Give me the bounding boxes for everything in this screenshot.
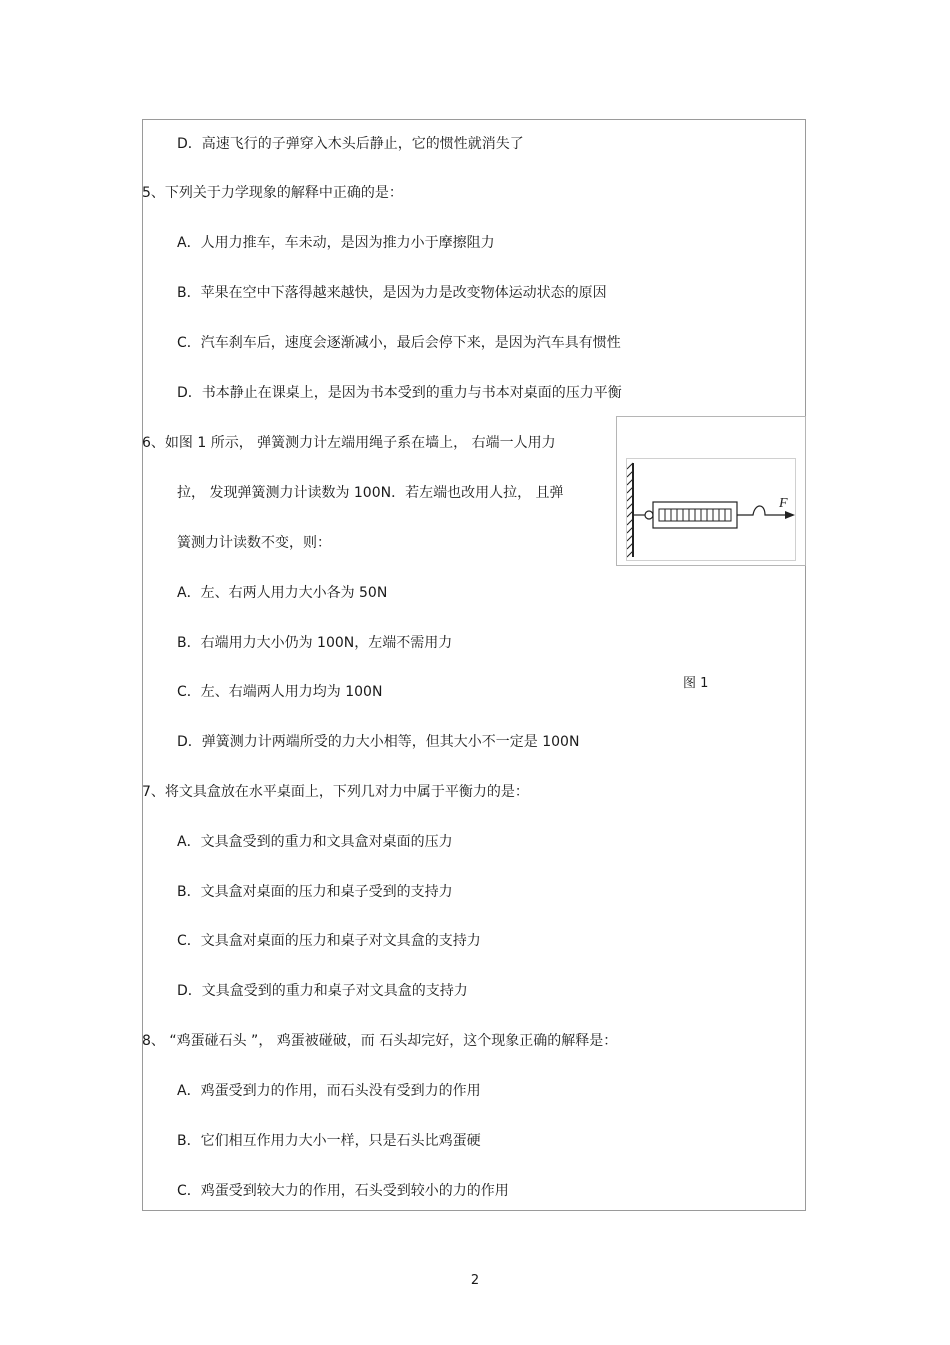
q6-stem-line1: 6、如图 1 所示， 弹簧测力计左端用绳子系在墙上， 右端一人用力 — [142, 435, 556, 451]
q5-stem: 5、下列关于力学现象的解释中正确的是： — [142, 185, 403, 201]
q8-option-c: C．鸡蛋受到较大力的作用，石头受到较小的力的作用 — [177, 1183, 509, 1199]
q6-stem-line2: 拉， 发现弹簧测力计读数为 100N．若左端也改用人拉， 且弹 — [177, 485, 564, 501]
figure-caption: 图 1 — [683, 676, 709, 691]
q5-option-b: B．苹果在空中下落得越来越快，是因为力是改变物体运动状态的原因 — [177, 285, 607, 301]
q8-stem: 8、 “鸡蛋碰石头 ”， 鸡蛋被碰破，而 石头却完好，这个现象正确的解释是： — [142, 1033, 618, 1049]
q7-option-d: D．文具盒受到的重力和桌子对文具盒的支持力 — [177, 983, 468, 999]
hook-ring — [645, 511, 653, 519]
spring-scale-figure — [626, 458, 796, 561]
q6-stem-line3: 簧测力计读数不变，则： — [177, 535, 331, 551]
q5-option-a: A．人用力推车，车未动，是因为推力小于摩擦阻力 — [177, 235, 495, 251]
scale-ticks — [665, 509, 725, 521]
q7-option-a: A．文具盒受到的重力和文具盒对桌面的压力 — [177, 834, 453, 850]
q7-stem: 7、将文具盒放在水平桌面上，下列几对力中属于平衡力的是： — [142, 784, 529, 800]
q5-option-c: C．汽车刹车后，速度会逐渐减小，最后会停下来，是因为汽车具有惯性 — [177, 335, 621, 351]
force-arrow — [785, 511, 795, 519]
q6-option-b: B．右端用力大小仍为 100N，左端不需用力 — [177, 635, 453, 651]
q7-option-b: B．文具盒对桌面的压力和桌子受到的支持力 — [177, 884, 453, 900]
q6-option-a: A．左、右两人用力大小各为 50N — [177, 585, 388, 601]
q5-option-d: D．书本静止在课桌上，是因为书本受到的重力与书本对桌面的压力平衡 — [177, 385, 622, 401]
q8-option-a: A．鸡蛋受到力的作用，而石头没有受到力的作用 — [177, 1083, 481, 1099]
q8-option-b: B．它们相互作用力大小一样，只是石头比鸡蛋硬 — [177, 1133, 481, 1149]
q6-option-c: C．左、右端两人用力均为 100N — [177, 684, 383, 700]
q7-option-c: C．文具盒对桌面的压力和桌子对文具盒的支持力 — [177, 933, 481, 949]
q6-option-d: D．弹簧测力计两端所受的力大小相等，但其大小不一定是 100N — [177, 734, 580, 750]
q4-option-d: D．高速飞行的子弹穿入木头后静止，它的惯性就消失了 — [177, 136, 524, 152]
spring-scale-diagram — [627, 459, 795, 560]
page-number: 2 — [470, 1273, 480, 1288]
force-label: F — [779, 496, 788, 511]
